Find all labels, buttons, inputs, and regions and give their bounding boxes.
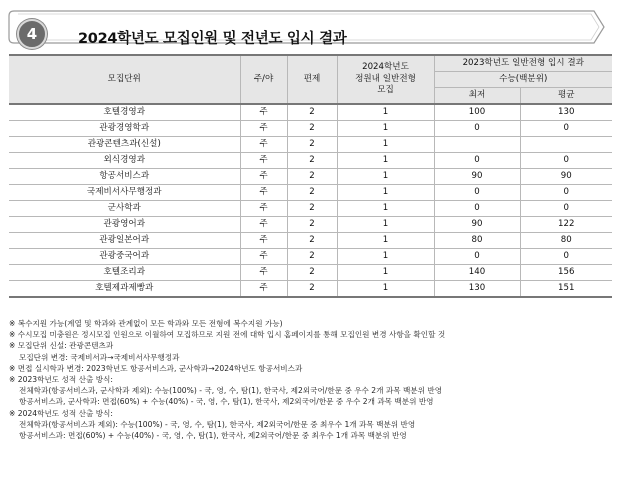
cell-quota: 2 (287, 169, 337, 185)
header-unit: 모집단위 (9, 55, 240, 104)
table-row (9, 169, 612, 185)
header-suneung: 수능(백분위) (434, 72, 612, 88)
note-line: ※ 2024학년도 성적 산출 방식: (9, 408, 113, 418)
cell-unit: 관광경영학과 (9, 121, 240, 137)
cell-min: 0 (434, 153, 520, 169)
table-row (9, 104, 612, 121)
cell-recruit: 1 (337, 201, 434, 217)
cell-quota: 2 (287, 265, 337, 281)
cell-unit: 국제비서사무행정과 (9, 185, 240, 201)
cell-recruit: 1 (337, 249, 434, 265)
cell-daynight: 주 (240, 121, 287, 137)
cell-unit: 호텔조리과 (9, 265, 240, 281)
cell-daynight: 주 (240, 217, 287, 233)
cell-daynight: 주 (240, 104, 287, 121)
cell-avg: 130 (520, 104, 612, 121)
table-row (9, 137, 612, 153)
cell-quota: 2 (287, 249, 337, 265)
cell-quota: 2 (287, 233, 337, 249)
header-quota: 편제 (287, 55, 337, 104)
table-row (9, 153, 612, 169)
cell-unit: 군사학과 (9, 201, 240, 217)
section-number-badge: 4 (17, 19, 47, 49)
cell-quota: 2 (287, 217, 337, 233)
note-line: ※ 수시모집 미충원은 정시모집 인원으로 이월하여 모집하므로 지원 전에 대학 입시 홈페이지를 통해 모집인원 변경 사항을 확인할 것 (9, 330, 446, 340)
cell-min: 140 (434, 265, 520, 281)
cell-avg: 151 (520, 281, 612, 298)
cell-recruit: 1 (337, 233, 434, 249)
cell-avg: 80 (520, 233, 612, 249)
note-line: ※ 모집단위 신설: 관광콘텐츠과 (9, 341, 114, 351)
note-line: 모집단위 변경: 국제비서과→국제비서사무행정과 (19, 352, 180, 362)
note-line: 전체학과(항공서비스과, 군사학과 제외): 수능(100%) - 국, 영, 수, 탐(1), 한국사, 제2외국어/한문 중 우수 2개 과목 백분위 반영 (19, 386, 443, 396)
cell-avg: 90 (520, 169, 612, 185)
cell-unit: 관광콘텐츠과(신설) (9, 137, 240, 153)
cell-avg: 0 (520, 153, 612, 169)
cell-min: 130 (434, 281, 520, 298)
table-row (9, 121, 612, 137)
cell-min: 0 (434, 201, 520, 217)
cell-recruit: 1 (337, 153, 434, 169)
cell-recruit: 1 (337, 169, 434, 185)
cell-quota: 2 (287, 121, 337, 137)
header-result-2023: 2023학년도 일반전형 입시 결과 (434, 55, 612, 72)
cell-daynight: 주 (240, 185, 287, 201)
header-min: 최저 (434, 88, 520, 105)
section-banner (8, 10, 606, 47)
cell-daynight: 주 (240, 249, 287, 265)
cell-unit: 외식경영과 (9, 153, 240, 169)
cell-recruit: 1 (337, 121, 434, 137)
cell-unit: 호텔경영과 (9, 104, 240, 121)
note-line: 항공서비스과, 군사학과: 면접(60%) + 수능(40%) - 국, 영, 수, 탐(1), 한국사, 제2외국어/한문 중 우수 2개 과목 백분위 반영 (19, 397, 434, 407)
note-line: ※ 복수지원 가능(계열 및 학과와 관계없이 모든 학과와 모든 전형에 복수지원 가능) (9, 319, 283, 328)
cell-min: 90 (434, 169, 520, 185)
results-table (9, 54, 612, 298)
cell-avg: 0 (520, 185, 612, 201)
cell-min: 0 (434, 121, 520, 137)
cell-recruit: 1 (337, 104, 434, 121)
cell-daynight: 주 (240, 153, 287, 169)
cell-daynight: 주 (240, 169, 287, 185)
table-row (9, 233, 612, 249)
note-line: 전체학과(항공서비스과 제외): 수능(100%) - 국, 영, 수, 탐(1), 한국사, 제2외국어/한문 중 최우수 1개 과목 백분위 반영 (19, 419, 416, 429)
note-line: ※ 면접 실시학과 변경: 2023학년도 항공서비스과, 군사학과→2024학년도 항공서비스과 (9, 363, 303, 373)
note-line: ※ 2023학년도 성적 산출 방식: (9, 375, 113, 385)
cell-recruit: 1 (337, 281, 434, 298)
cell-daynight: 주 (240, 137, 287, 153)
cell-unit: 관광영어과 (9, 217, 240, 233)
cell-unit: 관광일본어과 (9, 233, 240, 249)
cell-quota: 2 (287, 201, 337, 217)
cell-unit: 관광중국어과 (9, 249, 240, 265)
cell-daynight: 주 (240, 201, 287, 217)
notes-section (9, 318, 615, 441)
cell-min: 0 (434, 185, 520, 201)
cell-unit: 항공서비스과 (9, 169, 240, 185)
cell-avg: 0 (520, 121, 612, 137)
cell-recruit: 1 (337, 137, 434, 153)
cell-min: 90 (434, 217, 520, 233)
cell-quota: 2 (287, 281, 337, 298)
table-row (9, 185, 612, 201)
cell-min: 80 (434, 233, 520, 249)
cell-min: 0 (434, 249, 520, 265)
header-recruit-2024 (337, 55, 434, 104)
section-title: 2024학년도 모집인원 및 전년도 입시 결과 (78, 31, 347, 47)
header-avg: 평균 (520, 88, 612, 105)
note-line: 항공서비스과: 면접(60%) + 수능(40%) - 국, 영, 수, 탐(1), 한국사, 제2외국어/한문 중 최우수 1개 과목 백분위 반영 (19, 431, 407, 441)
table-row (9, 217, 612, 233)
cell-recruit: 1 (337, 217, 434, 233)
cell-min: 100 (434, 104, 520, 121)
cell-quota: 2 (287, 104, 337, 121)
cell-recruit: 1 (337, 185, 434, 201)
cell-recruit: 1 (337, 265, 434, 281)
table-row (9, 281, 612, 298)
cell-avg: 0 (520, 201, 612, 217)
header-daynight: 주/야 (240, 55, 287, 104)
table-row (9, 265, 612, 281)
cell-unit: 호텔제과제빵과 (9, 281, 240, 298)
cell-avg: 0 (520, 249, 612, 265)
cell-avg: 122 (520, 217, 612, 233)
table-row (9, 249, 612, 265)
header-recruit-2024-text: 2024학년도 정원내 일반전형 모집 (355, 62, 416, 96)
cell-quota: 2 (287, 153, 337, 169)
cell-min (434, 137, 520, 153)
cell-avg (520, 137, 612, 153)
cell-avg: 156 (520, 265, 612, 281)
cell-daynight: 주 (240, 281, 287, 298)
cell-quota: 2 (287, 137, 337, 153)
cell-daynight: 주 (240, 265, 287, 281)
table-row (9, 201, 612, 217)
cell-quota: 2 (287, 185, 337, 201)
cell-daynight: 주 (240, 233, 287, 249)
